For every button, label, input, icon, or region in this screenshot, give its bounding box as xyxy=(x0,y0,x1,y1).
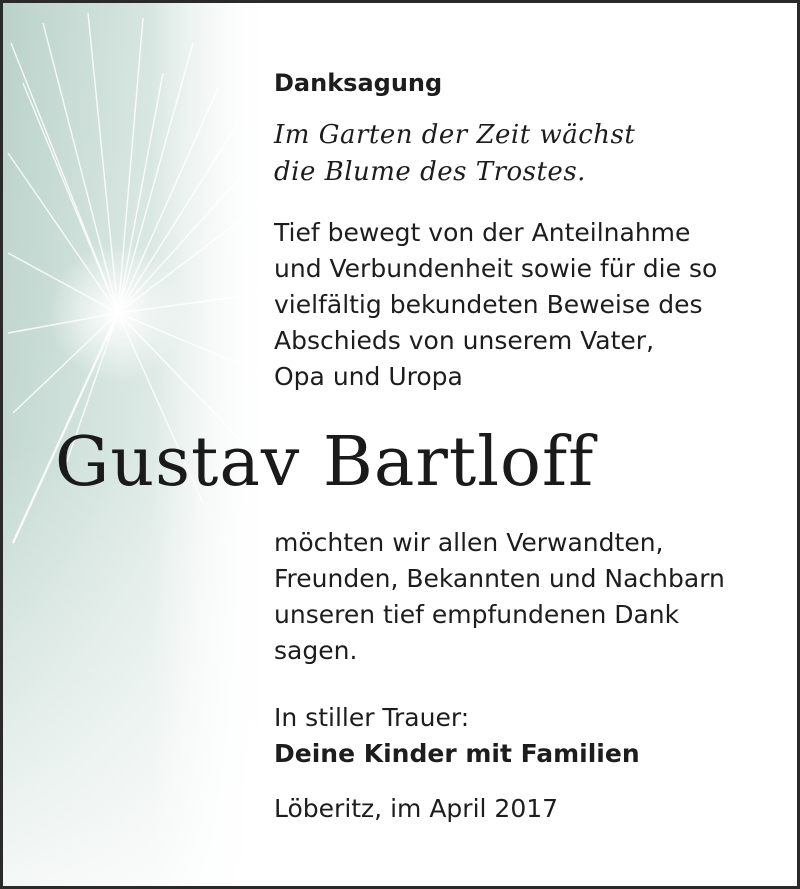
intro-line: Abschieds von unserem Vater, xyxy=(274,326,655,355)
intro-paragraph xyxy=(274,215,717,395)
intro-line: und Verbundenheit sowie für die so xyxy=(274,254,718,283)
thanks-line: Freunden, Bekannten und Nachbarn xyxy=(274,564,725,593)
heading-danksagung: Danksagung xyxy=(274,69,443,97)
thanks-line: unseren tief empfundenen Dank xyxy=(274,600,680,629)
signers: Deine Kinder mit Familien xyxy=(274,739,640,768)
thanks-line: möchten wir allen Verwandten, xyxy=(274,528,664,557)
thanks-line: sagen. xyxy=(274,636,358,665)
deceased-name: Gustav Bartloff xyxy=(55,423,595,502)
intro-line: vielfältig bekundeten Beweise des xyxy=(274,290,703,319)
motto-line: die Blume des Trostes. xyxy=(274,157,586,187)
place-date: Löberitz, im April 2017 xyxy=(274,794,559,823)
motto-line: Im Garten der Zeit wächst xyxy=(274,120,636,150)
motto-quote xyxy=(274,117,635,191)
thanks-paragraph xyxy=(274,525,725,669)
intro-line: Tief bewegt von der Anteilnahme xyxy=(274,218,691,247)
mourning-label: In stiller Trauer: xyxy=(274,703,470,732)
intro-line: Opa und Uropa xyxy=(274,362,463,391)
